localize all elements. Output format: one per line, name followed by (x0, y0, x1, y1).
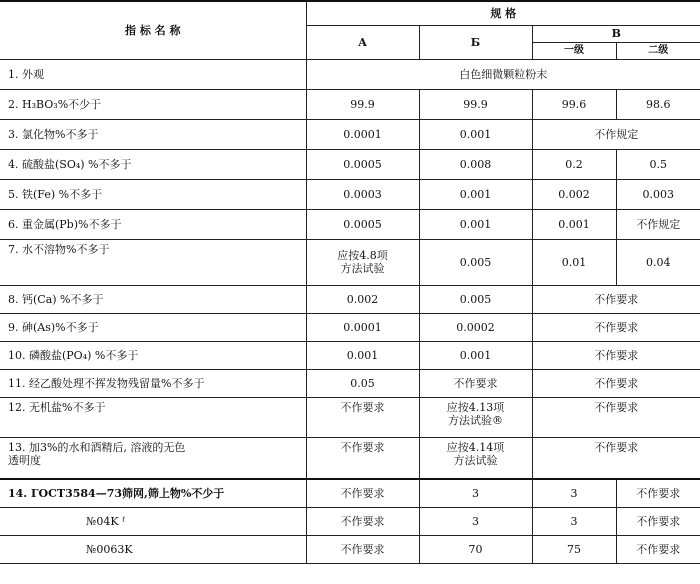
cell-a: 0.0003 (306, 179, 419, 209)
row-merged-value: 白色细微颗粒粉末 (306, 59, 700, 89)
cell-b: 3 (419, 507, 532, 535)
cell-b: 不作要求 (419, 369, 532, 397)
cell-a: 不作要求 (306, 535, 419, 563)
cell-a: 0.05 (306, 369, 419, 397)
cell-b: 99.9 (419, 89, 532, 119)
cell-v2: 不作要求 (616, 507, 700, 535)
row-name: 12. 无机盐%不多于 (0, 397, 306, 437)
table-row (0, 369, 700, 397)
table-row (0, 209, 700, 239)
row-name: 10. 磷酸盐(PO₄) %不多于 (0, 341, 306, 369)
cell-b: 0.001 (419, 341, 532, 369)
table-row (0, 149, 700, 179)
cell-v: 不作要求 (532, 437, 700, 479)
cell-v: 不作要求 (532, 397, 700, 437)
cell-v2: 不作要求 (616, 535, 700, 563)
cell-a: 应按4.8项 方法试验 (306, 239, 419, 285)
cell-a: 0.002 (306, 285, 419, 313)
table-row (0, 119, 700, 149)
cell-v1: 0.001 (532, 209, 616, 239)
cell-v2: 0.003 (616, 179, 700, 209)
cell-b: 0.0002 (419, 313, 532, 341)
cell-b: 0.005 (419, 285, 532, 313)
cell-v1: 3 (532, 479, 616, 507)
row-name: 8. 钙(Ca) %不多于 (0, 285, 306, 313)
row-name: 3. 氯化物%不多于 (0, 119, 306, 149)
table-row (0, 179, 700, 209)
header-col-b: Б (419, 25, 532, 59)
cell-a: 0.0001 (306, 119, 419, 149)
header-name: 指 标 名 称 (0, 1, 306, 59)
cell-v: 不作要求 (532, 313, 700, 341)
cell-a: 不作要求 (306, 437, 419, 479)
table-row (0, 285, 700, 313)
row-name: 11. 经乙酸处理不挥发物残留量%不多于 (0, 369, 306, 397)
cell-v1: 0.01 (532, 239, 616, 285)
cell-v1: 0.002 (532, 179, 616, 209)
header-col-a: A (306, 25, 419, 59)
table-row (0, 341, 700, 369)
cell-v1: 0.2 (532, 149, 616, 179)
header-spec: 规 格 (306, 1, 700, 25)
table-row (0, 437, 700, 479)
cell-v: 不作规定 (532, 119, 700, 149)
cell-a: 99.9 (306, 89, 419, 119)
cell-a: 不作要求 (306, 507, 419, 535)
table-row (0, 313, 700, 341)
row-name: 1. 外观 (0, 59, 306, 89)
cell-a: 0.001 (306, 341, 419, 369)
header-col-v: B (532, 25, 700, 42)
cell-a: 不作要求 (306, 479, 419, 507)
table-row (0, 59, 700, 89)
row-name: 7. 水不溶物%不多于 (0, 239, 306, 285)
header-col-v2: 二级 (616, 42, 700, 59)
cell-v2: 0.5 (616, 149, 700, 179)
header-col-v1: 一级 (532, 42, 616, 59)
cell-a: 不作要求 (306, 397, 419, 437)
table-row (0, 479, 700, 507)
cell-b: 0.001 (419, 119, 532, 149)
cell-b: 0.001 (419, 209, 532, 239)
cell-v2: 98.6 (616, 89, 700, 119)
cell-v: 不作要求 (532, 369, 700, 397)
cell-v2: 不作规定 (616, 209, 700, 239)
cell-v: 不作要求 (532, 285, 700, 313)
row-name: 14. ГОСТ3584—73筛网,筛上物%不少于 (0, 479, 306, 507)
row-name: 13. 加3%的水和酒精后, 溶液的无色 透明度 (0, 437, 306, 479)
table-row (0, 397, 700, 437)
row-name: 4. 硫酸盐(SO₄) %不多于 (0, 149, 306, 179)
table-row (0, 535, 700, 563)
row-name: 5. 铁(Fe) %不多于 (0, 179, 306, 209)
cell-b: 应按4.14项 方法试验 (419, 437, 532, 479)
cell-v2: 0.04 (616, 239, 700, 285)
cell-v: 不作要求 (532, 341, 700, 369)
table-row (0, 89, 700, 119)
cell-a: 0.0001 (306, 313, 419, 341)
row-name: 6. 重金属(Pb)%不多于 (0, 209, 306, 239)
cell-v1: 75 (532, 535, 616, 563)
cell-v1: 3 (532, 507, 616, 535)
row-name: 9. 砷(As)%不多于 (0, 313, 306, 341)
cell-a: 0.0005 (306, 209, 419, 239)
cell-b: 应按4.13项 方法试验® (419, 397, 532, 437)
row-name: 2. H₃BO₃%不少于 (0, 89, 306, 119)
row-name: №04K ᶠ (0, 507, 306, 535)
cell-v1: 99.6 (532, 89, 616, 119)
table-row (0, 239, 700, 285)
cell-v2: 不作要求 (616, 479, 700, 507)
cell-b: 0.001 (419, 179, 532, 209)
table-row (0, 507, 700, 535)
cell-b: 0.008 (419, 149, 532, 179)
cell-b: 0.005 (419, 239, 532, 285)
row-name: №0063K (0, 535, 306, 563)
cell-b: 3 (419, 479, 532, 507)
cell-b: 70 (419, 535, 532, 563)
cell-a: 0.0005 (306, 149, 419, 179)
